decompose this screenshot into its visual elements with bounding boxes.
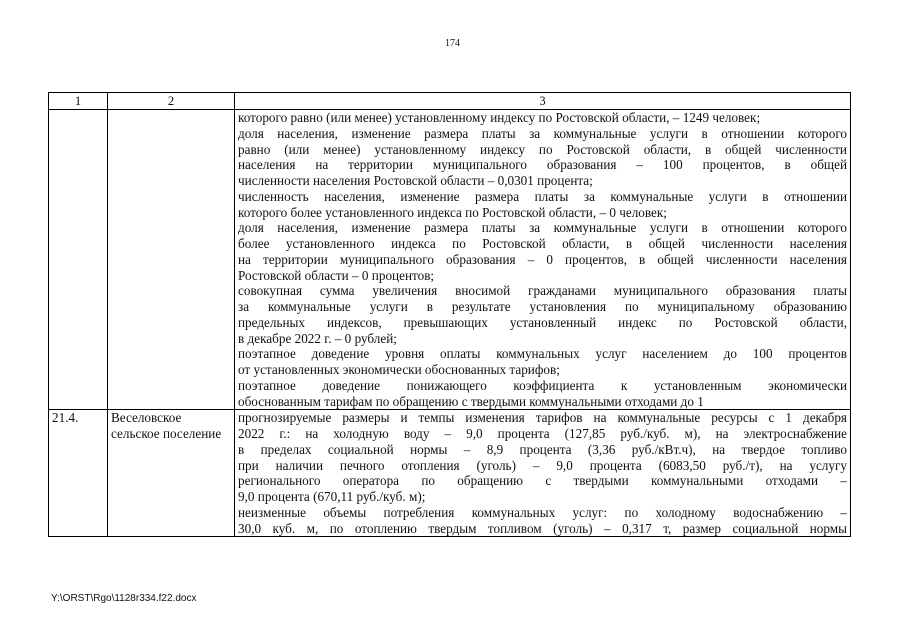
text-line: при наличии печного отопления (уголь) – 9,0 процента (6083,50 руб./т), на услугу bbox=[238, 457, 847, 473]
text-line: 9,0 процента (670,11 руб./куб. м); bbox=[238, 489, 426, 504]
text-line: поэтапное доведение уровня оплаты коммунальных услуг населением до 100 процентов bbox=[238, 346, 847, 362]
text-line: равно (или менее) установленному индексу по Ростовской области, в общей численности bbox=[238, 141, 847, 157]
table-row-continuation bbox=[49, 110, 851, 410]
header-col-2: 2 bbox=[108, 93, 235, 110]
document-table bbox=[48, 92, 851, 537]
cell-settlement bbox=[108, 410, 235, 537]
cell-settlement bbox=[108, 110, 235, 410]
text-line: численности населения Ростовской области – 0,0301 процента; bbox=[238, 173, 593, 188]
text-line: населения на территории муниципального образования – 100 процентов, в общей bbox=[238, 157, 847, 173]
settlement-name-line: Веселовское bbox=[111, 410, 182, 426]
text-line: более установленного индекса по Ростовской области, в общей численности населения bbox=[238, 236, 847, 251]
text-line: доля населения, изменение размера платы за коммунальные услуги в отношении которого bbox=[238, 125, 847, 141]
header-col-1: 1 bbox=[49, 93, 108, 110]
header-col-3: 3 bbox=[235, 93, 851, 110]
text-line: в декабре 2022 г. – 0 рублей; bbox=[238, 330, 397, 346]
text-line: которого равно (или менее) установленному индексу по Ростовской области, – 1249 человек; bbox=[238, 110, 761, 125]
table-row-21-4 bbox=[49, 410, 851, 537]
settlement-name-line: сельское поселение bbox=[111, 426, 222, 441]
text-line: 2022 г.: на холодную воду – 9,0 процента (127,85 руб./куб. м), на электроснабжение bbox=[238, 426, 847, 441]
text-line: в пределах социальной нормы – 8,9 процента (3,36 руб./кВт.ч), на твердое топливо bbox=[238, 441, 847, 457]
text-line: поэтапное доведение понижающего коэффициента к установленным экономически bbox=[238, 377, 847, 393]
text-line: на территории муниципального образования – 0 процентов, в общей численности населения bbox=[238, 251, 847, 267]
text-line: численность населения, изменение размера платы за коммунальные услуги в отношении bbox=[238, 188, 847, 204]
page-number: 174 bbox=[445, 38, 460, 49]
cell-description bbox=[235, 410, 851, 537]
text-line: неизменные объемы потребления коммунальных услуг: по холодному водоснабжению – bbox=[238, 504, 847, 520]
text-line: 30,0 куб. м, по отоплению твердым топливом (уголь) – 0,317 т, размер социальной нормы bbox=[238, 520, 847, 536]
text-line: прогнозируемые размеры и темпы изменения тарифов на коммунальные ресурсы с 1 декабря bbox=[238, 410, 847, 426]
text-line: регионального оператора по обращению с твердыми коммунальными отходами – bbox=[238, 473, 847, 489]
text-line: за коммунальные услуги в результате установления по муниципальному образованию bbox=[238, 299, 847, 314]
cell-description bbox=[235, 110, 851, 410]
text-line: совокупная сумма увеличения вносимой гражданами муниципального образования платы bbox=[238, 283, 847, 299]
text-line: доля населения, изменение размера платы за коммунальные услуги в отношении которого bbox=[238, 220, 847, 236]
cell-number: 21.4. bbox=[49, 410, 108, 537]
text-line: обоснованным тарифам по обращению с твердыми коммунальными отходами до 1 bbox=[238, 393, 704, 409]
cell-number bbox=[49, 110, 108, 410]
text-line: предельных индексов, превышающих установленный индекс по Ростовской области, bbox=[238, 314, 847, 330]
text-line: от установленных экономически обоснованных тарифов; bbox=[238, 362, 560, 377]
text-line: Ростовской области – 0 процентов; bbox=[238, 267, 435, 283]
footer-file-path: Y:\ORST\Rgo\1128r334.f22.docx bbox=[51, 593, 197, 604]
text-line: которого более установленного индекса по Ростовской области, – 0 человек; bbox=[238, 204, 667, 220]
table-header-row bbox=[49, 93, 851, 110]
